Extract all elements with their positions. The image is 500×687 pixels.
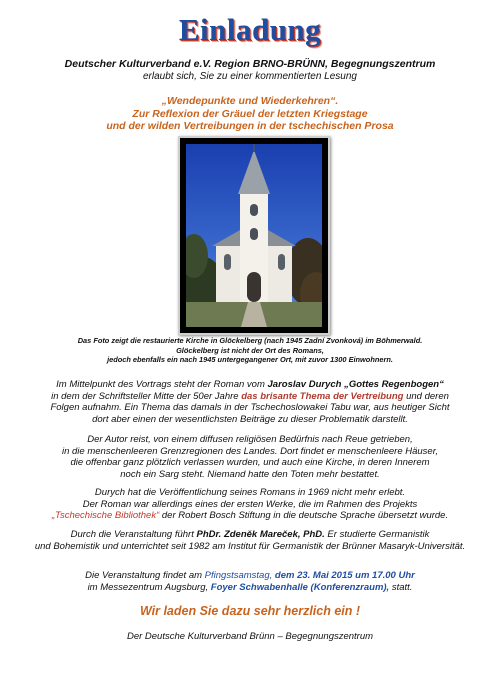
event-title-line-3: und der wilden Vertreibungen in der tschechischen Prosa bbox=[106, 120, 394, 132]
text-span: Durch die Veranstaltung führt bbox=[70, 529, 197, 540]
paragraph-publication bbox=[0, 487, 500, 522]
organizer-line: Deutscher Kulturverband e.V. Region BRNO-BRÜNN, Begegnungszentrum bbox=[64, 58, 436, 70]
event-title-line-2: Zur Reflexion der Gräuel der letzten Kriegstage bbox=[132, 107, 368, 120]
paragraph-novel-line-2 bbox=[0, 391, 500, 403]
text-span: Die Veranstaltung findet am bbox=[85, 570, 205, 581]
paragraph-venue bbox=[0, 570, 500, 593]
event-day: Pfingstsamstag, bbox=[204, 570, 273, 581]
text-span: Im Mittelpunkt des Vortrags steht der Roman vom bbox=[56, 379, 268, 390]
caption-line-3: jedoch ebenfalls ein nach 1945 untergegangener Ort, mit zuvor 1300 Einwohnern. bbox=[107, 355, 393, 365]
author-name: Jaroslav Durych bbox=[267, 379, 342, 390]
invitation-call: Wir laden Sie dazu sehr herzlich ein ! bbox=[139, 604, 361, 618]
paragraph-novel-line-3: Folgen aufnahm. Ein Thema das damals in der Tschechoslowakei Tabu war, aus heutiger Sicht bbox=[50, 402, 450, 413]
paragraph-plot-line-1: Der Autor reist, von einem diffusen religiösen Bedürfnis nach Reue getrieben, bbox=[87, 434, 413, 445]
paragraph-plot-line-4: noch ein Sarg steht. Niemand hatte den Toten mehr bestattet. bbox=[120, 468, 380, 480]
text-span: Er studierte Germanistik bbox=[324, 529, 430, 540]
text-span: in dem der Schriftsteller Mitte der 50er Jahre bbox=[51, 390, 242, 402]
footer-signature: Der Deutsche Kulturverband Brünn – Begegnungszentrum bbox=[126, 631, 374, 642]
caption-line-1: Das Foto zeigt die restaurierte Kirche in Glöckelberg (nach 1945 Zadní Zvonková) im Böhmerwald. bbox=[77, 336, 423, 345]
paragraph-novel bbox=[0, 379, 500, 425]
paragraph-novel-line-1 bbox=[0, 379, 500, 391]
text-span: statt. bbox=[389, 581, 413, 593]
paragraph-venue-line-1 bbox=[0, 570, 500, 582]
text-span: und deren bbox=[403, 390, 449, 402]
paragraph-novel-line-4: dort aber einen der wesentlichsten Beiträge zu dieser Problematik darstellt. bbox=[92, 413, 408, 425]
text-span: der Robert Bosch Stiftung in die deutsche Sprache übersetzt wurde. bbox=[159, 510, 449, 521]
church-photo bbox=[178, 136, 330, 335]
paragraph-publication-line-3 bbox=[0, 510, 500, 522]
paragraph-publication-line-1: Durych hat die Veröffentlichung seines Romans in 1969 nicht mehr erlebt. bbox=[94, 487, 406, 498]
paragraph-plot-line-2: in die menschenleeren Grenzregionen des Landes. Dort findet er menschenleere Häuser, bbox=[61, 445, 438, 457]
event-date: dem 23. Mai 2015 um 17.00 Uhr bbox=[272, 570, 415, 581]
paragraph-speaker-line-2: und Bohemistik und unterrichtet seit 1982 am Institut für Germanistik der Brünner Masaryk-Universität. bbox=[34, 540, 466, 552]
paragraph-plot-line-3: die offenbar ganz plötzlich verlassen wurden, und auch eine Kirche, in deren Innerem bbox=[70, 457, 430, 468]
page-title: Einladung bbox=[178, 12, 322, 47]
paragraph-venue-line-2 bbox=[0, 582, 500, 594]
speaker-name: PhDr. Zdeněk Mareček, PhD. bbox=[196, 529, 325, 540]
church-illustration bbox=[186, 144, 322, 327]
paragraph-speaker-line-1 bbox=[0, 529, 500, 541]
caption-line-2: Glöckelberg ist nicht der Ort des Romans, bbox=[176, 345, 324, 355]
event-title-line-1: „Wendepunkte und Wiederkehren“. bbox=[161, 95, 339, 107]
event-venue: Foyer Schwabenhalle (Konferenzraum), bbox=[210, 581, 390, 593]
text-span: im Messezentrum Augsburg, bbox=[87, 581, 211, 593]
paragraph-publication-line-2: Der Roman war allerdings eines der ersten Werke, die im Rahmen des Projekts bbox=[82, 498, 418, 510]
paragraph-plot bbox=[0, 434, 500, 480]
photo-caption bbox=[0, 336, 500, 365]
book-title: „Gottes Regenbogen“ bbox=[341, 379, 444, 390]
invite-line: erlaubt sich, Sie zu einer kommentierten Lesung bbox=[142, 71, 357, 82]
library-project: „Tschechische Bibliothek“ bbox=[51, 510, 160, 521]
paragraph-speaker bbox=[0, 529, 500, 552]
event-title bbox=[0, 95, 500, 133]
theme-highlight: das brisante Thema der Vertreibung bbox=[241, 390, 404, 402]
